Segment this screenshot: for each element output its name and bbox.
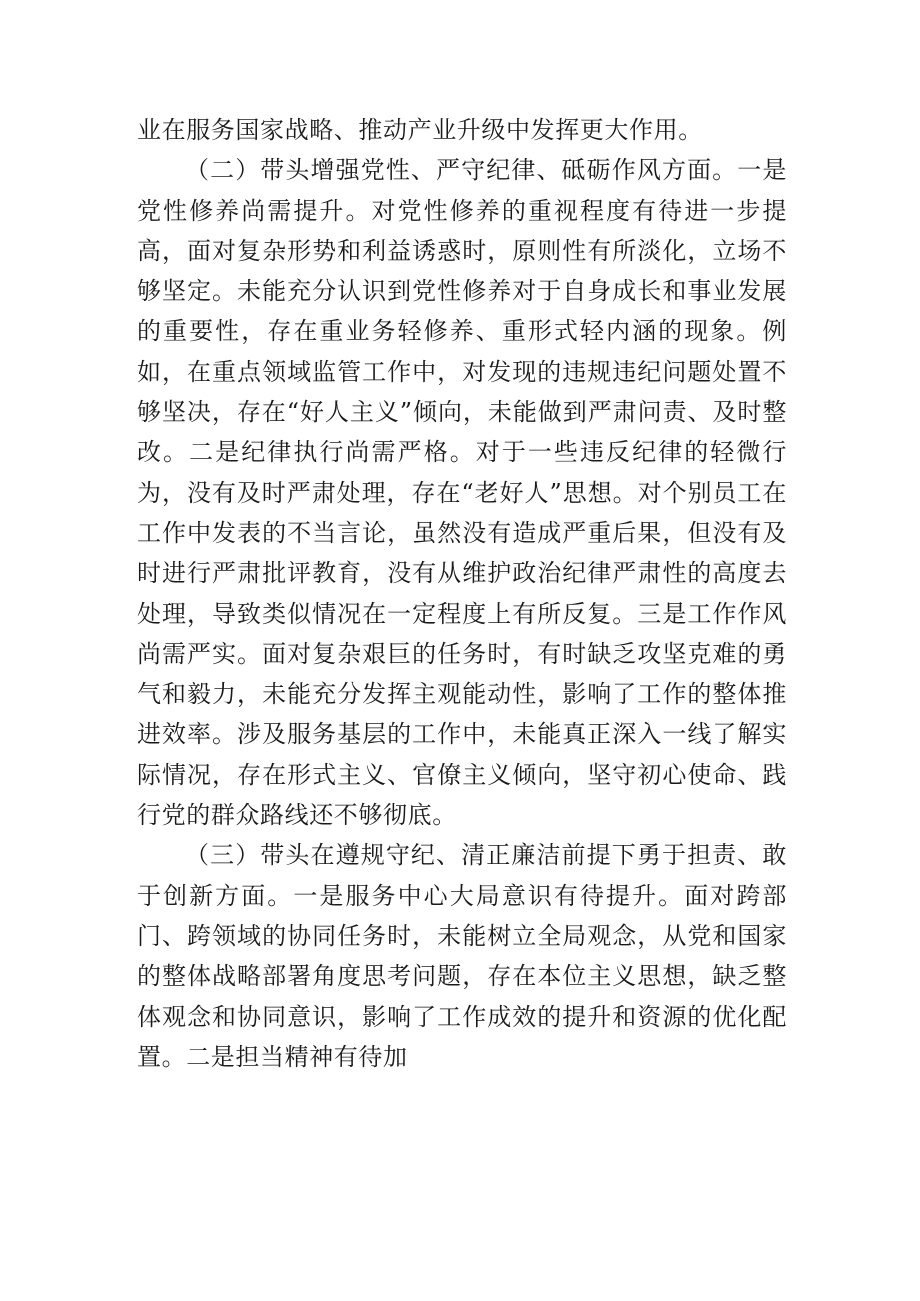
paragraph-section-two: （二）带头增强党性、严守纪律、砥砺作风方面。一是党性修养尚需提升。对党性修养的重视程度有待进一步提高，面对复杂形势和利益诱惑时，原则性有所淡化，立场不够坚定。未能充分认识到党性修养对于自身成长和事业发展的重要性，存在重业务轻修养、重形式轻内涵的现象。例如，在重点领域监管工作中，对发现的违规违纪问题处置不够坚决，存在“好人主义”倾向，未能做到严肃问责、及时整改。二是纪律执行尚需严格。对于一些违反纪律的轻微行为，没有及时严肃处理，存在“老好人”思想。对个别员工在工作中发表的不当言论，虽然没有造成严重后果，但没有及时进行严肃批评教育，没有从维护政治纪律严肃性的高度去处理，导致类似情况在一定程度上有所反复。三是工作作风尚需严实。面对复杂艰巨的任务时，有时缺乏攻坚克难的勇气和毅力，未能充分发挥主观能动性，影响了工作的整体推进效率。涉及服务基层的工作中，未能真正深入一线了解实际情况，存在形式主义、官僚主义倾向，坚守初心使命、践行党的群众路线还不够彻底。 bbox=[137, 156, 787, 830]
paragraph-section-three: （三）带头在遵规守纪、清正廉洁前提下勇于担责、敢于创新方面。一是服务中心大局意识有待提升。面对跨部门、跨领域的协同任务时，未能树立全局观念，从党和国家的整体战略部署角度思考问题，存在本位主义思想，缺乏整体观念和协同意识，影响了工作成效的提升和资源的优化配置。二是担当精神有待加 bbox=[137, 841, 787, 1071]
document-body bbox=[137, 110, 787, 1077]
paragraph-continuation: 业在服务国家战略、推动产业升级中发挥更大作用。 bbox=[137, 116, 703, 144]
